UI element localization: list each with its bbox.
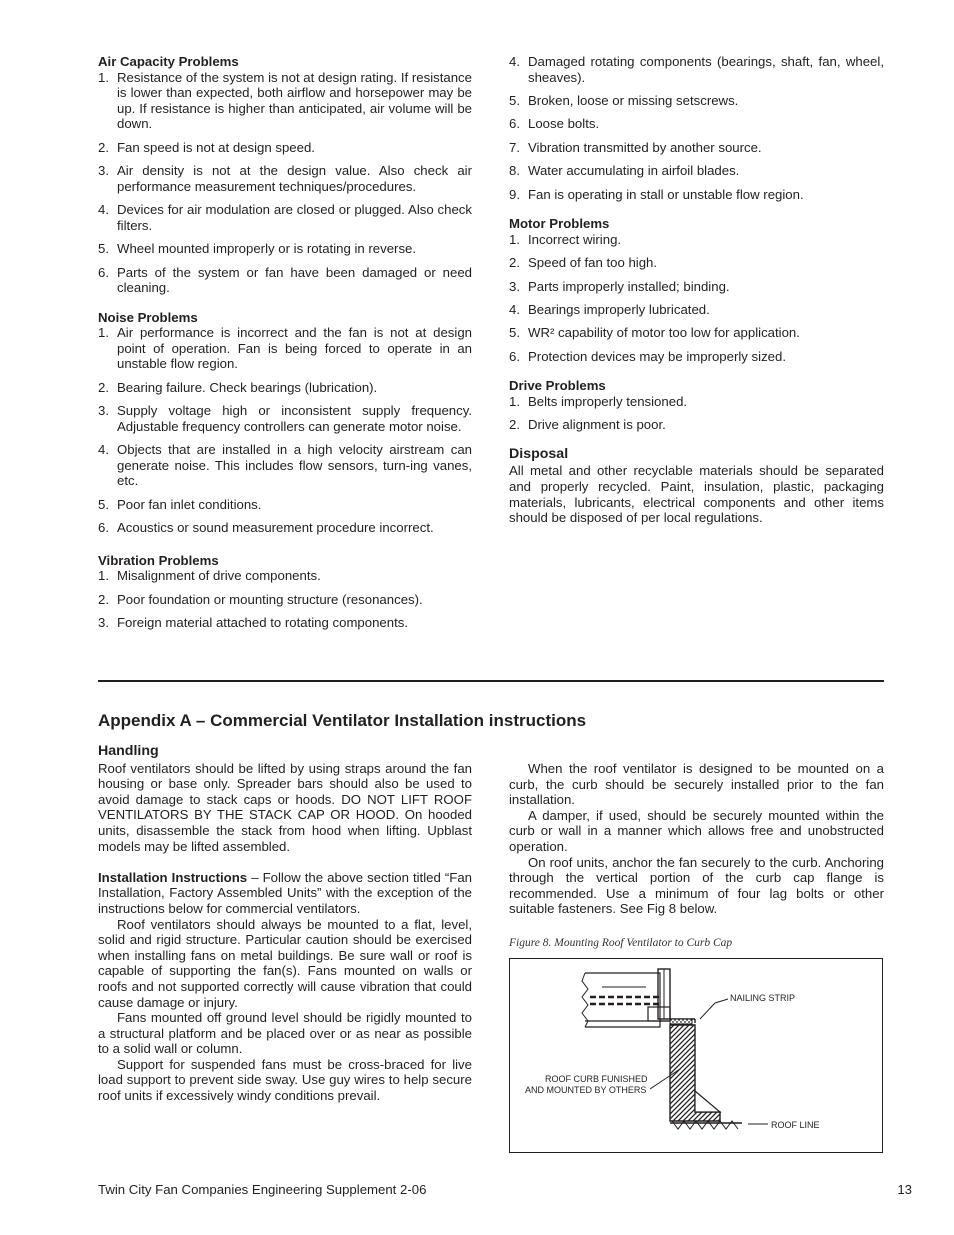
section-divider — [98, 680, 884, 682]
nailing-strip-shape — [670, 1019, 692, 1024]
list-item-number: 2. — [98, 379, 109, 395]
air-capacity-heading: Air Capacity Problems — [98, 54, 239, 69]
list-item-text: Fan speed is not at design speed. — [117, 139, 315, 155]
list-item-number: 6. — [98, 264, 109, 280]
appendix-right-column — [509, 761, 884, 917]
list-item-text: Drive alignment is poor. — [528, 417, 666, 433]
anchor-paragraph: On roof units, anchor the fan securely to the curb. Anchoring through the vertical portion of the curb cap flange is recommended. Use a minimum of four lag bolts or other suitable fasteners. See Fig 8 below. — [509, 854, 884, 917]
list-item — [509, 116, 884, 132]
list-item — [509, 394, 884, 410]
list-item-number: 1. — [98, 568, 109, 584]
list-item-text: Bearing failure. Check bearings (lubrication). — [117, 379, 378, 395]
list-item-number: 6. — [509, 116, 520, 132]
drive-heading: Drive Problems — [509, 378, 606, 394]
right-column — [509, 54, 884, 526]
air-capacity-list — [98, 70, 472, 296]
drive-list — [509, 394, 884, 433]
list-item-number: 2. — [509, 255, 520, 271]
list-item — [98, 615, 472, 631]
list-item — [98, 163, 472, 194]
list-item-text: Parts improperly installed; binding. — [528, 278, 730, 294]
list-item — [98, 520, 472, 536]
list-item — [509, 140, 884, 156]
list-item-number: 4. — [509, 54, 520, 69]
list-item-text: Loose bolts. — [528, 116, 600, 132]
curb-cap-diagram — [510, 959, 882, 1152]
motor-section — [509, 216, 884, 364]
list-item — [509, 187, 884, 203]
off-ground-paragraph: Fans mounted off ground level should be rigidly mounted to a structural platform and be placed over or as near as possible to a solid wall or column. — [98, 1010, 472, 1057]
disposal-section — [509, 447, 884, 526]
nailing-strip-label: NAILING STRIP — [730, 993, 796, 1003]
list-item-text: Speed of fan too high. — [528, 255, 658, 271]
list-item — [509, 349, 884, 365]
list-item-text: WR² capability of motor too low for application. — [528, 325, 800, 341]
appendix-left-column — [98, 744, 472, 1104]
installation-paragraph — [98, 870, 472, 917]
list-item-text: Poor fan inlet conditions. — [117, 496, 262, 512]
list-item-number: 3. — [98, 403, 109, 419]
list-item-number: 1. — [98, 69, 109, 85]
list-item-number: 8. — [509, 163, 520, 179]
handling-text: Roof ventilators should be lifted by using straps around the fan housing or base only. Spreader bars should also be used to avoid damage to stack caps or hoods. DO NOT LIFT ROOF VENTILATORS BY THE STACK CAP OR HOOD. On hooded units, disassemble the stack from hood when lifting. Upblast models may be lifted assembled. — [98, 760, 472, 854]
list-item-text: Water accumulating in airfoil blades. — [528, 163, 740, 179]
damper-paragraph: A damper, if used, should be securely mounted within the curb or wall in a manner which allows free and unobstructed operation. — [509, 807, 884, 854]
motor-heading: Motor Problems — [509, 216, 610, 232]
footer-page-number: 13 — [897, 1182, 912, 1197]
list-item-text: Air density is not at the design value. Also check air performance measurement techniques/procedures. — [117, 163, 472, 194]
list-item-text: Incorrect wiring. — [528, 231, 622, 247]
list-item — [98, 568, 472, 584]
list-item-number: 1. — [509, 393, 520, 409]
vibration-continued-list — [509, 54, 884, 202]
list-item — [98, 325, 472, 372]
list-item-number: 3. — [98, 163, 109, 179]
list-item-number: 2. — [98, 139, 109, 155]
list-item-number: 1. — [509, 231, 520, 247]
list-item — [509, 93, 884, 109]
list-item-number: 3. — [509, 278, 520, 294]
list-item — [98, 592, 472, 608]
fan-housing — [582, 969, 695, 1027]
vibration-section — [98, 553, 472, 631]
list-item-text: Broken, loose or missing setscrews. — [528, 92, 739, 108]
noise-section — [98, 310, 472, 536]
drive-section — [509, 378, 884, 433]
list-item — [509, 232, 884, 248]
list-item-number: 2. — [98, 591, 109, 607]
list-item-text: Protection devices may be improperly sized. — [528, 348, 786, 364]
figure-caption: Figure 8. Mounting Roof Ventilator to Curb Cap — [509, 937, 733, 949]
list-item-number: 6. — [98, 520, 109, 536]
list-item — [509, 163, 884, 179]
list-item — [98, 442, 472, 489]
roof-curb-label-line1: ROOF CURB FUNISHED — [545, 1074, 648, 1084]
disposal-text: All metal and other recyclable materials should be separated and properly recycled. Paint, insulation, plastic, packaging materials, lubricants, electrical components and other items should be disposed of per local regulations. — [509, 463, 884, 526]
list-item — [98, 380, 472, 396]
noise-list — [98, 325, 472, 536]
list-item-text: Resistance of the system is not at design rating. If resistance is lower than expected, both airflow and horsepower may be up. If resistance is higher than anticipated, air volume will be down. — [117, 69, 472, 132]
list-item-text: Damaged rotating components (bearings, shaft, fan, wheel, sheaves). — [528, 54, 884, 85]
noise-heading: Noise Problems — [98, 309, 198, 325]
suspended-fans-paragraph: Support for suspended fans must be cross-braced for live load support to prevent side sway. Use guy wires to help secure roof units if excessively windy conditions prevail. — [98, 1056, 472, 1104]
list-item-number: 5. — [98, 241, 109, 257]
list-item — [509, 255, 884, 271]
list-item — [98, 497, 472, 513]
handling-heading: Handling — [98, 743, 159, 759]
list-item — [98, 70, 472, 132]
list-item-number: 6. — [509, 348, 520, 364]
left-column — [98, 54, 472, 645]
list-item-text: Belts improperly tensioned. — [528, 393, 688, 409]
list-item-number: 7. — [509, 139, 520, 155]
list-item — [509, 325, 884, 341]
list-item-text: Misalignment of drive components. — [117, 568, 321, 584]
list-item-number: 4. — [509, 301, 520, 317]
list-item — [98, 241, 472, 257]
list-item-text: Air performance is incorrect and the fan is not at design point of operation. Fan is being forced to operate in an unstable flow region. — [117, 325, 472, 372]
list-item — [98, 265, 472, 296]
list-item — [509, 302, 884, 318]
list-item-number: 3. — [98, 615, 109, 631]
roof-curb-label-line2: AND MOUNTED BY OTHERS — [525, 1085, 647, 1095]
list-item — [509, 417, 884, 433]
list-item-number: 4. — [98, 442, 109, 458]
list-item-number: 4. — [98, 202, 109, 218]
list-item-text: Vibration transmitted by another source. — [528, 139, 762, 155]
vibration-heading: Vibration Problems — [98, 552, 219, 568]
list-item-text: Objects that are installed in a high velocity airstream can generate noise. This includes flow sensors, turn-ing vanes, etc. — [117, 442, 472, 489]
list-item-number: 5. — [98, 496, 109, 512]
vibration-list — [98, 568, 472, 630]
list-item-text: Wheel mounted improperly or is rotating in reverse. — [117, 241, 417, 257]
curb-cap-figure — [509, 958, 883, 1153]
list-item — [98, 403, 472, 434]
list-item-number: 1. — [98, 325, 109, 341]
list-item-text: Fan is operating in stall or unstable flow region. — [528, 186, 804, 202]
footer-publication: Twin City Fan Companies Engineering Supplement 2-06 — [98, 1182, 427, 1197]
list-item — [98, 202, 472, 233]
list-item-text: Poor foundation or mounting structure (resonances). — [117, 591, 423, 607]
list-item-text: Acoustics or sound measurement procedure incorrect. — [117, 520, 434, 536]
list-item-number: 2. — [509, 417, 520, 433]
motor-list — [509, 232, 884, 365]
list-item-text: Foreign material attached to rotating components. — [117, 615, 409, 631]
vibration-continued-section — [509, 54, 884, 202]
list-item-text: Devices for air modulation are closed or plugged. Also check filters. — [117, 202, 472, 233]
list-item — [509, 279, 884, 295]
list-item-text: Parts of the system or fan have been damaged or need cleaning. — [117, 264, 472, 296]
curb-paragraph: When the roof ventilator is designed to be mounted on a curb, the curb should be securely installed prior to the fan installation. — [509, 761, 884, 808]
list-item — [509, 54, 884, 85]
installation-text: – Follow the above section titled “Fan Installation, Factory Assembled Units” with the exception of the instructions below for commercial ventilators. — [98, 869, 472, 916]
list-item-number: 5. — [509, 325, 520, 341]
air-capacity-section — [98, 54, 472, 296]
list-item-text: Supply voltage high or inconsistent supply frequency. Adjustable frequency controllers can generate motor noise. — [117, 403, 472, 434]
flat-structure-paragraph: Roof ventilators should always be mounted to a flat, level, solid and rigid structure. Particular caution should be exercised when installing fans on metal buildings. Be sure wall or roof is capable of supporting the fan(s). Fans mounted on walls or roofs and not supported correctly will cause vibration that could cause damage or injury. — [98, 916, 472, 1010]
list-item-number: 9. — [509, 186, 520, 202]
installation-label: Installation Instructions — [98, 869, 248, 885]
appendix-title: Appendix A – Commercial Ventilator Installation instructions — [98, 711, 587, 730]
roof-line-label: ROOF LINE — [771, 1120, 820, 1130]
list-item-text: Bearings improperly lubricated. — [528, 301, 710, 317]
list-item — [98, 140, 472, 156]
disposal-heading: Disposal — [509, 445, 569, 462]
list-item-number: 5. — [509, 92, 520, 108]
